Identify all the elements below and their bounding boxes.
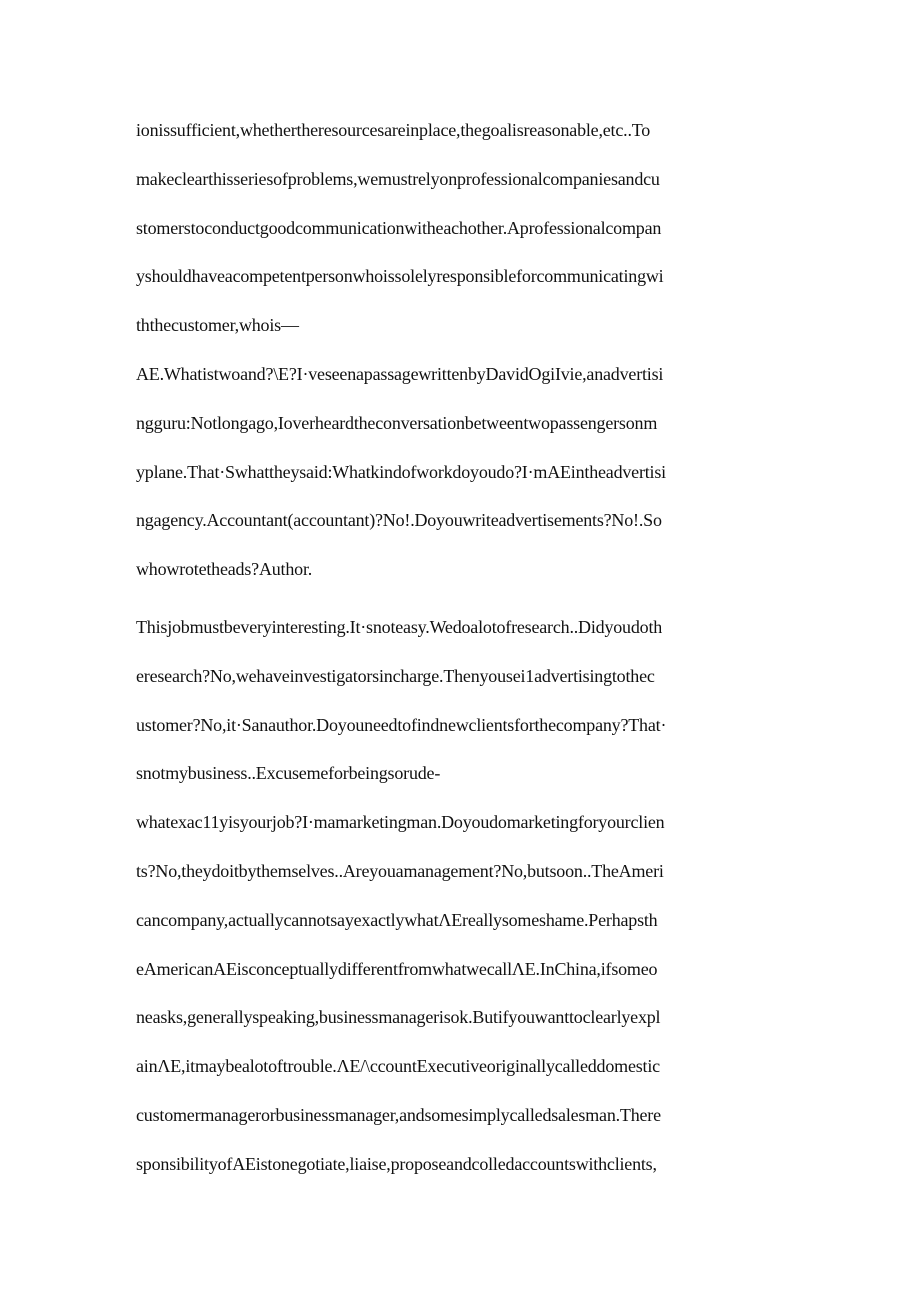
text-line: cancompany,actuallycannotsayexactlywhatΛEreallysomeshame.Perhapsth [136,909,658,930]
text-line: ainΛE,itmaybealotoftrouble.ΛE/\ccountExecutiveoriginallycalleddomestic [136,1056,660,1077]
text-line: eresearch?No,wehaveinvestigatorsincharge.Thenyousei1advertisingtothec [136,665,655,686]
text-line: yshouldhaveacompetentpersonwhoissolelyresponsibleforcommunicatingwi [136,266,664,287]
text-line: sponsibilityofAEistonegotiate,liaise,proposeandcolledaccountswithclients, [136,1153,657,1174]
text-line: snotmybusiness..Excusemeforbeingsorude- [136,763,441,784]
paragraph-2 [136,609,788,1195]
text-line: ngguru:Notlongago,Ioverheardtheconversationbetweentwopassengersonm [136,412,658,433]
paragraph-1 [136,112,788,600]
text-line: ustomer?No,it·Sanauthor.Doyouneedtofindnewclientsforthecompany?That· [136,714,667,735]
text-line: stomerstoconductgoodcommunicationwitheachother.Aprofessionalcompan [136,217,662,238]
text-line: neasks,generallyspeaking,businessmanagerisok.Butifyouwanttoclearlyexpl [136,1007,661,1028]
text-line: eAmericanAEisconceptuallydifferentfromwhatwecallΛE.InChina,ifsomeo [136,958,658,979]
text-line: whowrotetheads?Author. [136,559,313,580]
text-line: whatexac11yisyourjob?I·mamarketingman.Doyoudomarketingforyourclien [136,812,665,833]
text-line: ionissufficient,whethertheresourcesareinplace,thegoalisreasonable,etc..To [136,120,651,140]
text-line: Thisjobmustbeveryinteresting.It·snoteasy.Wedoalotofresearch..Didyoudoth [136,617,663,637]
text-line: ts?No,theydoitbythemselves..Areyouamanagement?No,butsoon..TheAmeri [136,860,664,881]
text-line: ththecustomer,whois— [136,315,299,336]
text-line: AE.Whatistwoand?\E?I·veseenapassagewrittenbyDavidOgiIvie,anadvertisi [136,363,664,384]
text-line: yplane.That·Swhattheysaid:Whatkindofworkdoyoudo?I·mAEintheadvertisi [136,461,666,482]
text-line: customermanagerorbusinessmanager,andsomesimplycalledsalesman.There [136,1104,661,1125]
text-line: makeclearthisseriesofproblems,wemustrelyonprofessionalcompaniesandcu [136,168,660,189]
text-line: ngagency.Accountant(accountant)?No!.Doyouwriteadvertisements?No!.So [136,510,662,531]
